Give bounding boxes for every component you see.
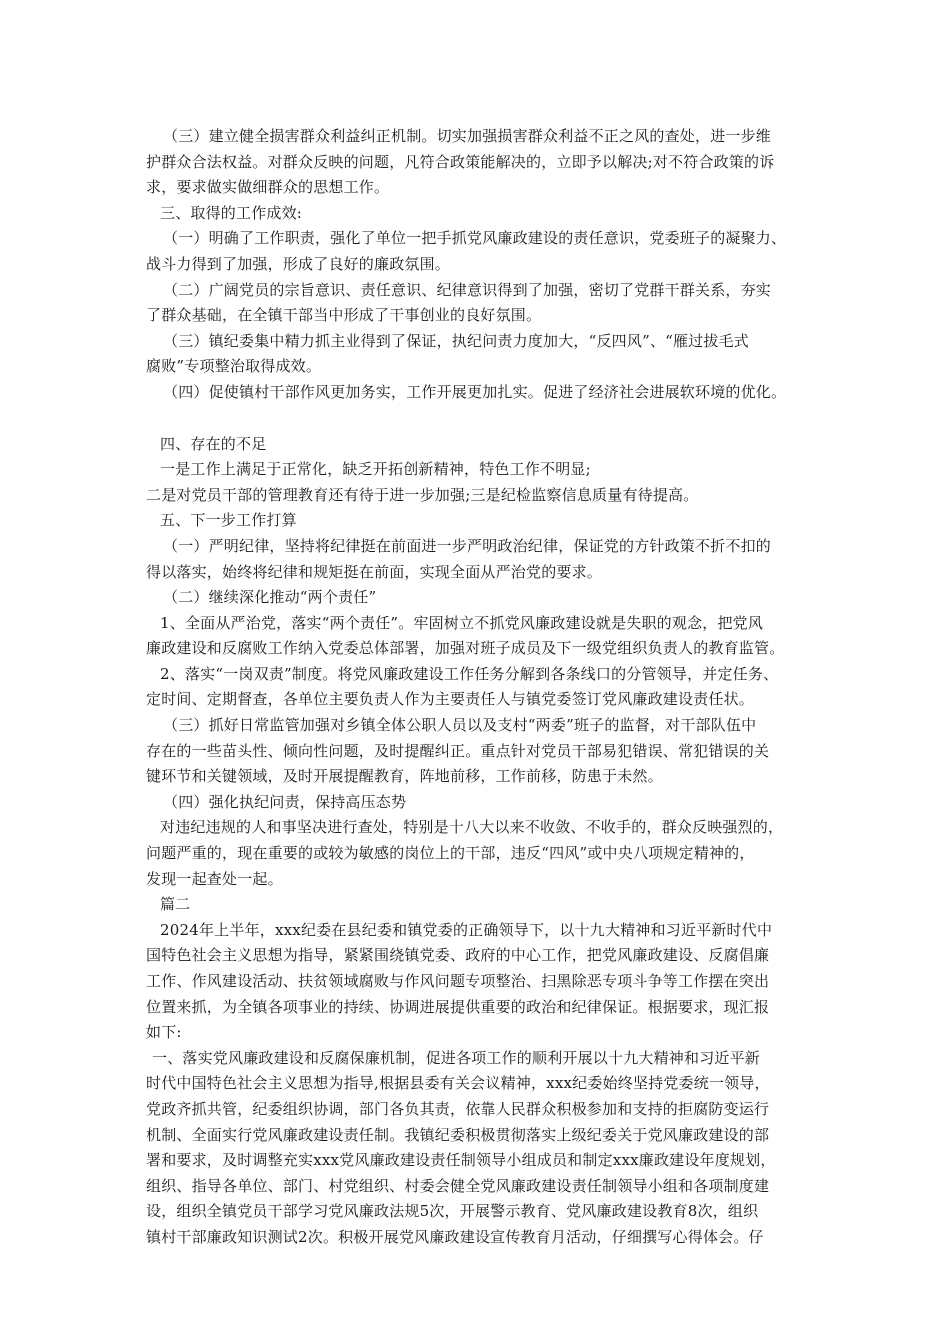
paragraph-line: 求，要求做实做细群众的思想工作。 <box>146 178 390 197</box>
paragraph-line: 镇村干部廉政知识测试2次。积极开展党风廉政建设宣传教育月活动，仔细撰写心得体会。仔 <box>146 1227 764 1246</box>
section-block-2 <box>146 432 826 1251</box>
paragraph-line: 国特色社会主义思想为指导，紧紧围绕镇党委、政府的中心工作，把党风廉政建设、反腐倡廉 <box>146 946 770 965</box>
paragraph-line: （一）严明纪律，坚持将纪律挺在前面进一步严明政治纪律，保证党的方针政策不折不扣的 <box>163 536 772 555</box>
paragraph-line: 得以落实，始终将纪律和规矩挺在前面，实现全面从严治党的要求。 <box>146 562 603 581</box>
paragraph-line: 署和要求，及时调整充实xxx党风廉政建设责任制领导小组成员和制定xxx廉政建设年度规划， <box>146 1151 776 1170</box>
paragraph-line: 一、落实党风廉政建设和反腐保廉机制，促进各项工作的顺利开展以十九大精神和习近平新 <box>152 1048 761 1067</box>
paragraph-line: 了群众基础，在全镇干部当中形成了干事创业的良好氛围。 <box>146 306 542 325</box>
paragraph-line: （四）促使镇村干部作风更加务实，工作开展更加扎实。促进了经济社会进展软环境的优化。 <box>163 382 787 401</box>
section-heading: 三、取得的工作成效: <box>160 203 303 222</box>
section-heading: 四、存在的不足 <box>160 434 267 453</box>
section-heading: 五、下一步工作打算 <box>160 511 297 530</box>
paragraph-line: 2024年上半年，xxx纪委在县纪委和镇党委的正确领导下，以十九大精神和习近平新时代中 <box>160 920 773 939</box>
paragraph-line: 时代中国特色社会主义思想为指导,根据县委有关会议精神，xxx纪委始终坚持党委统一领导， <box>146 1074 770 1093</box>
paragraph-line: 如下: <box>146 1023 182 1042</box>
paragraph-line: 定时间、定期督查，各单位主要负责人作为主要责任人与镇党委签订党风廉政建设责任状。 <box>146 690 755 709</box>
paragraph-line: 工作、作风建设活动、扶贫领域腐败与作风问题专项整治、扫黑除恶专项斗争等工作摆在突出 <box>146 972 770 990</box>
section-heading: 篇二 <box>160 895 191 914</box>
paragraph-line: （三）镇纪委集中精力抓主业得到了保证，执纪问责力度加大，“反四风”、“雁过拔毛式 <box>163 331 750 350</box>
paragraph-line: 二是对党员干部的管理教育还有待于进一步加强;三是纪检监察信息质量有待提高。 <box>146 485 699 504</box>
document-page <box>146 124 826 1251</box>
paragraph-gap <box>146 406 826 432</box>
paragraph-line: （三）建立健全损害群众利益纠正机制。切实加强损害群众利益不正之风的查处，进一步维 <box>163 127 772 145</box>
paragraph-line: 问题严重的，现在重要的或较为敏感的岗位上的干部，违反“四风”或中央八项规定精神的， <box>146 844 755 863</box>
paragraph-line: （二）广阔党员的宗旨意识、责任意识、纪律意识得到了加强，密切了党群干群关系，夯实 <box>163 280 772 299</box>
paragraph-line: 位置来抓，为全镇各项事业的持续、协调进展提供重要的政治和纪律保证。根据要求，现汇报 <box>146 997 770 1016</box>
paragraph-line: （二）继续深化推动“两个责任” <box>163 588 377 607</box>
paragraph-line: 键环节和关键领域，及时开展提醒教育，阵地前移，工作前移，防患于未然。 <box>146 767 663 786</box>
paragraph-line: （三）抓好日常监管加强对乡镇全体公职人员以及支村“两委”班子的监督，对干部队伍中 <box>163 716 757 735</box>
paragraph-line: 党政齐抓共管，纪委组织协调，部门各负其责，依靠人民群众积极参加和支持的拒腐防变运行 <box>146 1099 770 1118</box>
paragraph-line: （四）强化执纪问责，保持高压态势 <box>163 792 407 811</box>
paragraph-line: （一）明确了工作职责，强化了单位一把手抓党风廉政建设的责任意识，党委班子的凝聚力、 <box>163 229 787 248</box>
paragraph-line: 腐败”专项整治取得成效。 <box>146 357 322 376</box>
paragraph-line: 机制、全面实行党风廉政建设责任制。我镇纪委积极贯彻落实上级纪委关于党风廉政建设的部 <box>146 1125 770 1144</box>
paragraph-line: 发现一起查处一起。 <box>146 869 283 888</box>
paragraph-line: 组织、指导各单位、部门、村党组织、村委会健全党风廉政建设责任制领导小组和各项制度建 <box>146 1176 770 1195</box>
paragraph-line: 2、落实“一岗双责”制度。将党风廉政建设工作任务分解到各条线口的分管领导，并定任务、 <box>160 664 779 683</box>
paragraph-line: 存在的一些苗头性、倾向性问题，及时提醒纠正。重点针对党员干部易犯错误、常犯错误的关 <box>146 741 770 760</box>
paragraph-line: 战斗力得到了加强，形成了良好的廉政氛围。 <box>146 254 451 273</box>
paragraph-line: 廉政建设和反腐败工作纳入党委总体部署，加强对班子成员及下一级党组织负责人的教育监管。 <box>146 639 785 658</box>
paragraph-line: 设，组织全镇党员干部学习党风廉政法规5次，开展警示教育、党风廉政建设教育8次，组织 <box>146 1202 759 1221</box>
paragraph-line: 一是工作上满足于正常化，缺乏开拓创新精神，特色工作不明显; <box>160 460 591 479</box>
paragraph-line: 1、全面从严治党，落实“两个责任”。牢固树立不抓党风廉政建设就是失职的观念，把党风 <box>160 613 764 632</box>
paragraph-line: 护群众合法权益。对群众反映的问题，凡符合政策能解决的，立即予以解决;对不符合政策的诉 <box>146 152 775 171</box>
paragraph-line: 对违纪违规的人和事坚决进行查处，特别是十八大以来不收敛、不收手的，群众反映强烈的， <box>160 818 784 837</box>
section-block-1 <box>146 124 826 406</box>
